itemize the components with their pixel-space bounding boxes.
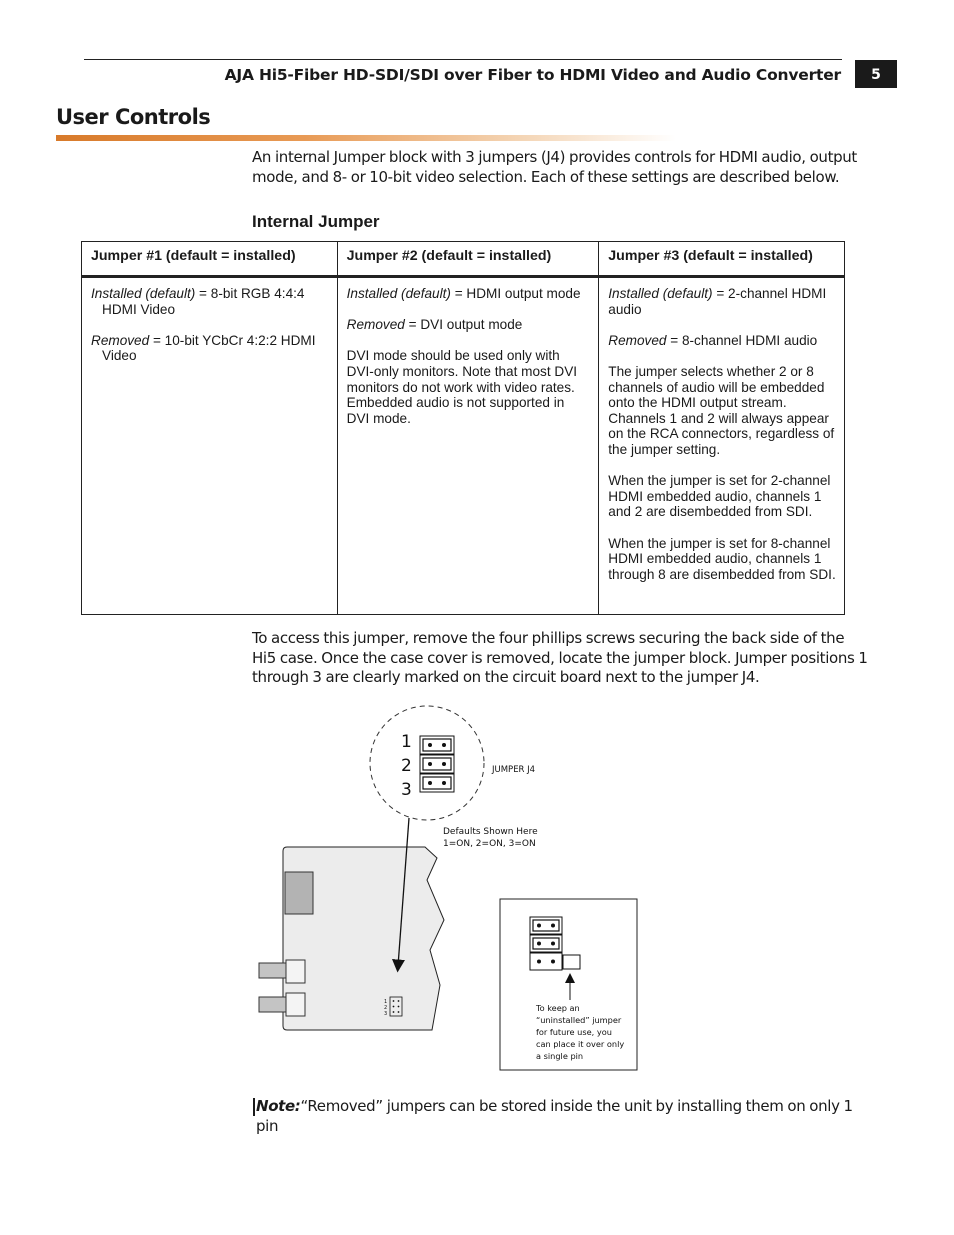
header-jumper-3: Jumper #3 (default = installed) — [599, 242, 845, 277]
connector-2-jack — [286, 993, 305, 1016]
removed-value: = 10-bit YCbCr 4:2:2 HDMI Video — [102, 332, 316, 364]
installed-label: Installed (default) — [91, 286, 196, 301]
table-title: Internal Jumper — [252, 212, 380, 231]
connector-1-jack — [286, 960, 305, 983]
inset-caption-4: can place it over only — [536, 1039, 625, 1049]
defaults-label: Defaults Shown Here — [443, 827, 538, 837]
removed-value: = DVI output mode — [404, 317, 523, 333]
inset-caption-2: “uninstalled” jumper — [536, 1015, 622, 1025]
removed-label: Removed — [91, 332, 150, 348]
header-jumper-2: Jumper #2 (default = installed) — [337, 242, 599, 277]
jumper-2-note: DVI mode should be used only with DVI-only monitors. Note that most DVI monitors do not work with video rates. Embedded audio is not supported in DVI mode. — [346, 348, 578, 426]
header-jumper-1: Jumper #1 (default = installed) — [82, 242, 338, 277]
connector-2-body — [259, 997, 286, 1012]
inset-caption-1: To keep an — [536, 1003, 580, 1013]
jumper-3-para-2: When the jumper is set for 2-channel HDMI embedded audio, channels 1 and 2 are disembedded from SDI. — [608, 473, 831, 520]
note-text: “Removed” jumpers can be stored inside the unit by installing them on only 1 pin — [256, 1097, 853, 1135]
zoom-circle — [370, 706, 484, 820]
intro-paragraph: An internal Jumper block with 3 jumpers (J4) provides controls for HDMI audio, output mode, and 8- or 10-bit video selection. Each of these settings are described below. — [252, 148, 857, 186]
board-label-1: 1 — [384, 999, 388, 1005]
removed-label: Removed — [346, 317, 405, 333]
position-label-2: 2 — [401, 756, 412, 776]
note-paragraph — [256, 1097, 856, 1136]
note-label: Note: — [256, 1097, 301, 1115]
position-label-1: 1 — [401, 732, 412, 752]
jumper-3-para-3: When the jumper is set for 8-channel HDMI embedded audio, channels 1 through 8 are disembedded from SDI. — [608, 535, 836, 582]
connector-1-body — [259, 963, 286, 978]
removed-label: Removed — [608, 332, 667, 348]
installed-value: = 8-bit RGB 4:4:4 HDMI Video — [102, 286, 305, 317]
installed-value: = 2-channel HDMI audio — [608, 286, 827, 317]
inset-caption-3: for future use, you — [536, 1027, 612, 1037]
header-title: AJA Hi5-Fiber HD-SDI/SDI over Fiber to HDMI Video and Audio Converter — [224, 66, 841, 84]
note-bar — [253, 1098, 255, 1116]
access-paragraph: To access this jumper, remove the four phillips screws securing the back side of the Hi5 case. Once the case cover is removed, locate the jumper block. Jumper positions 1 through 3 are clearly marked on the circuit board next to the jumper J4. — [252, 629, 868, 686]
removed-value: = 8-channel HDMI audio — [666, 332, 818, 348]
jumper-3-para-1: The jumper selects whether 2 or 8 channels of audio will be embedded onto the HDMI output stream. Channels 1 and 2 will always appear on the RCA connectors, regardless of the jumper setting. — [608, 363, 835, 457]
inset-caption-5: a single pin — [536, 1051, 584, 1061]
jumper-j4-block — [420, 736, 454, 792]
installed-label: Installed (default) — [346, 286, 451, 301]
board-label-2: 2 — [384, 1005, 388, 1011]
board-chip — [285, 872, 313, 914]
defaults-values: 1=ON, 2=ON, 3=ON — [443, 839, 536, 849]
page-number-badge: 5 — [855, 60, 897, 88]
installed-value: = HDMI output mode — [450, 286, 581, 301]
board-label-3: 3 — [384, 1011, 388, 1017]
section-title: User Controls — [56, 105, 211, 129]
installed-label: Installed (default) — [608, 286, 713, 301]
jumper-j4-label: JUMPER J4 — [492, 765, 536, 775]
position-label-3: 3 — [401, 780, 412, 800]
